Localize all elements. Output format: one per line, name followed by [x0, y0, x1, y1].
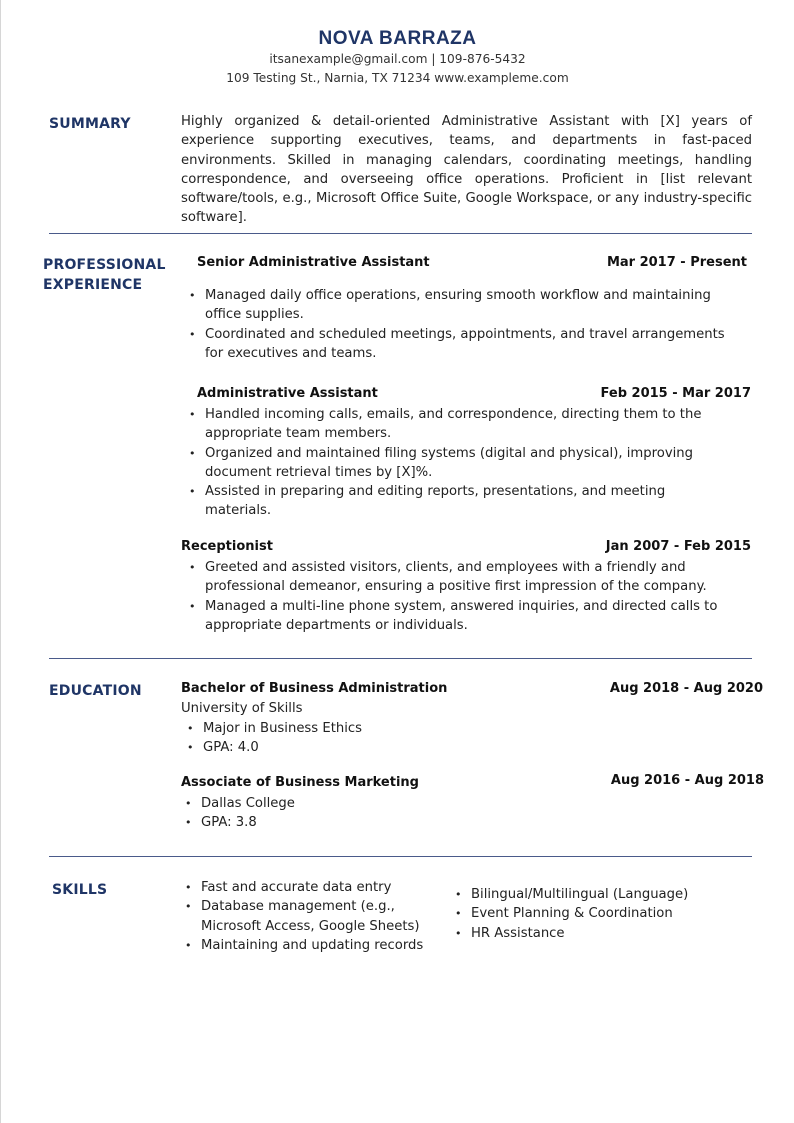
degree-bullets [179, 719, 579, 758]
job-title: Receptionist [181, 539, 273, 554]
section-divider [49, 856, 752, 857]
list-item: • Database management (e.g., Microsoft Access, Google Sheets) [177, 897, 439, 936]
job-dates: Feb 2015 - Mar 2017 [600, 386, 751, 401]
list-item: • HR Assistance [447, 924, 747, 943]
list-item: • Managed a multi-line phone system, answered inquiries, and directed calls to appropriate departments or individuals. [181, 597, 741, 636]
list-item: • Bilingual/Multilingual (Language) [447, 885, 747, 904]
list-item: • Coordinated and scheduled meetings, appointments, and travel arrangements for executives and teams. [181, 325, 741, 364]
section-divider [49, 658, 752, 659]
contact-address-website: 109 Testing St., Narnia, TX 71234 www.exampleme.com [226, 71, 569, 85]
degree-dates: Aug 2018 - Aug 2020 [609, 681, 763, 696]
experience-heading-line2: EXPERIENCE [43, 277, 143, 293]
experience-heading-line1: PROFESSIONAL [43, 257, 166, 273]
list-item: • Major in Business Ethics [179, 719, 579, 738]
job-bullets [181, 558, 741, 635]
degree-title: Associate of Business Marketing [181, 775, 419, 790]
list-item: • Dallas College [177, 794, 577, 813]
resume-header [1, 0, 794, 88]
list-item: • Organized and maintained filing systems (digital and physical), improving document retrieval times by [X]%. [181, 444, 721, 483]
candidate-name: NOVA BARRAZA [318, 28, 477, 49]
summary-text: Highly organized & detail-oriented Administrative Assistant with [X] years of experience supporting executives, teams, and departments in fast-paced environments. Skilled in managing calendars, coordinating meetings, handling correspondence, and overseeing office operations. Proficient in [list relevant software/tools, e.g., Microsoft Office Suite, Google Workspace, or any industry-specific software]. [181, 114, 752, 226]
skills-list-right [447, 885, 747, 943]
list-item: • Assisted in preparing and editing reports, presentations, and meeting materials. [181, 482, 721, 521]
list-item: • Managed daily office operations, ensuring smooth workflow and maintaining office supplies. [181, 286, 741, 325]
degree-dates: Aug 2016 - Aug 2018 [610, 773, 764, 788]
list-item: • Event Planning & Coordination [447, 904, 747, 923]
contact-email-phone: itsanexample@gmail.com | 109-876-5432 [269, 52, 526, 66]
degree-title: Bachelor of Business Administration [181, 681, 448, 696]
job-dates: Jan 2007 - Feb 2015 [605, 539, 751, 554]
list-item: • Maintaining and updating records [177, 936, 439, 955]
list-item: • GPA: 4.0 [179, 738, 579, 757]
list-item: • Fast and accurate data entry [177, 878, 439, 897]
skills-heading: SKILLS [52, 882, 108, 898]
school-name: University of Skills [181, 701, 303, 716]
list-item: • Handled incoming calls, emails, and correspondence, directing them to the appropriate team members. [181, 405, 721, 444]
experience-heading [43, 255, 166, 295]
job-bullets [181, 286, 741, 363]
summary-heading: SUMMARY [49, 116, 131, 132]
section-divider [49, 233, 752, 234]
degree-bullets [177, 794, 577, 833]
skills-list-left [177, 878, 439, 955]
job-bullets [181, 405, 721, 521]
job-dates: Mar 2017 - Present [606, 255, 747, 270]
list-item: • Greeted and assisted visitors, clients, and employees with a friendly and professional demeanor, ensuring a positive first impression of the company. [181, 558, 741, 597]
job-title: Senior Administrative Assistant [197, 255, 430, 270]
job-title: Administrative Assistant [197, 386, 378, 401]
education-heading: EDUCATION [49, 683, 142, 699]
list-item: • GPA: 3.8 [177, 813, 577, 832]
